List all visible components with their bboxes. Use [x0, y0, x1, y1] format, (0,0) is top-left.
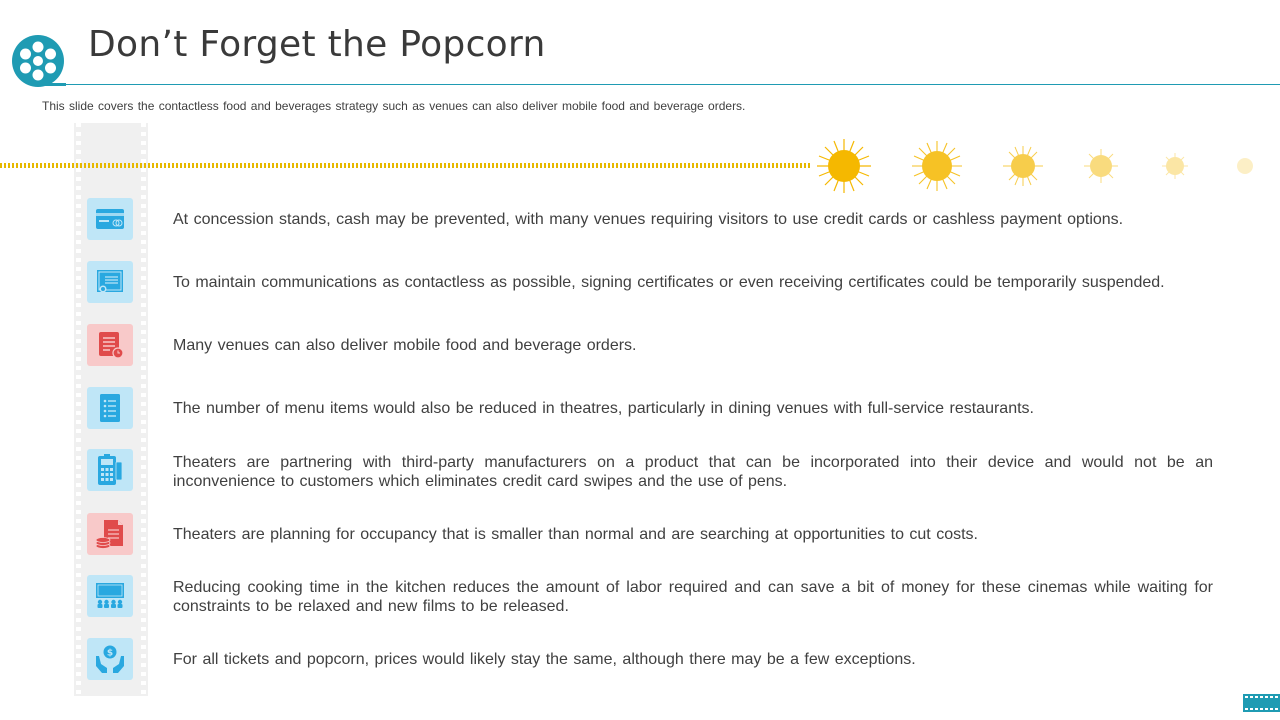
- film-reel-logo-icon: [12, 34, 66, 88]
- dotted-line-decoration: [0, 163, 812, 168]
- sun-icon: [1002, 145, 1044, 187]
- order-document-icon: [87, 324, 133, 366]
- calculator-icon: [87, 449, 133, 491]
- list-item: [0, 442, 1280, 502]
- sun-icon: [1083, 148, 1119, 184]
- menu-list-icon: [87, 387, 133, 429]
- money-hands-icon: [87, 638, 133, 680]
- cinema-screen-icon: [87, 575, 133, 617]
- sun-icon: [911, 140, 963, 192]
- list-item: [0, 253, 1280, 313]
- list-item: [0, 316, 1280, 376]
- sun-icon: [1234, 155, 1256, 177]
- list-item: [0, 505, 1280, 565]
- item-text: Theaters are partnering with third-party manufacturers on a product that can be incorporated into their device and would not be an inconvenience to customers which eliminates credit card swipes and the use of pens.: [173, 454, 1213, 490]
- sun-icon: [1161, 152, 1189, 180]
- item-text: For all tickets and popcorn, prices would likely stay the same, although there may be a few exceptions.: [173, 651, 916, 668]
- item-text: The number of menu items would also be reduced in theatres, particularly in dining venues with full-service restaurants.: [173, 400, 1034, 417]
- item-text: Many venues can also deliver mobile food and beverage orders.: [173, 337, 637, 354]
- title-divider: [62, 84, 1280, 85]
- page-title: Don’t Forget the Popcorn: [88, 24, 546, 65]
- item-text: Reducing cooking time in the kitchen reduces the amount of labor required and can save a bit of money for these cinemas while waiting for constraints to be relaxed and new films to be released.: [173, 579, 1213, 615]
- item-text: To maintain communications as contactless as possible, signing certificates or even receiving certificates could be temporarily suspended.: [173, 274, 1165, 291]
- slide-subtitle: This slide covers the contactless food and beverages strategy such as venues can also deliver mobile food and beverage orders.: [42, 99, 746, 113]
- svg-text:$: $: [106, 648, 114, 659]
- list-item: [0, 190, 1280, 250]
- list-item: [0, 379, 1280, 439]
- cost-document-icon: [87, 513, 133, 555]
- list-item: [0, 630, 1280, 690]
- page-number-badge: [1243, 694, 1280, 712]
- item-text: Theaters are planning for occupancy that is smaller than normal and are searching at opportunities to cut costs.: [173, 526, 978, 543]
- item-text: At concession stands, cash may be prevented, with many venues requiring visitors to use credit cards or cashless payment options.: [173, 211, 1124, 228]
- list-item: [0, 567, 1280, 627]
- sun-icon: [816, 138, 872, 194]
- credit-card-icon: [87, 198, 133, 240]
- certificate-icon: [87, 261, 133, 303]
